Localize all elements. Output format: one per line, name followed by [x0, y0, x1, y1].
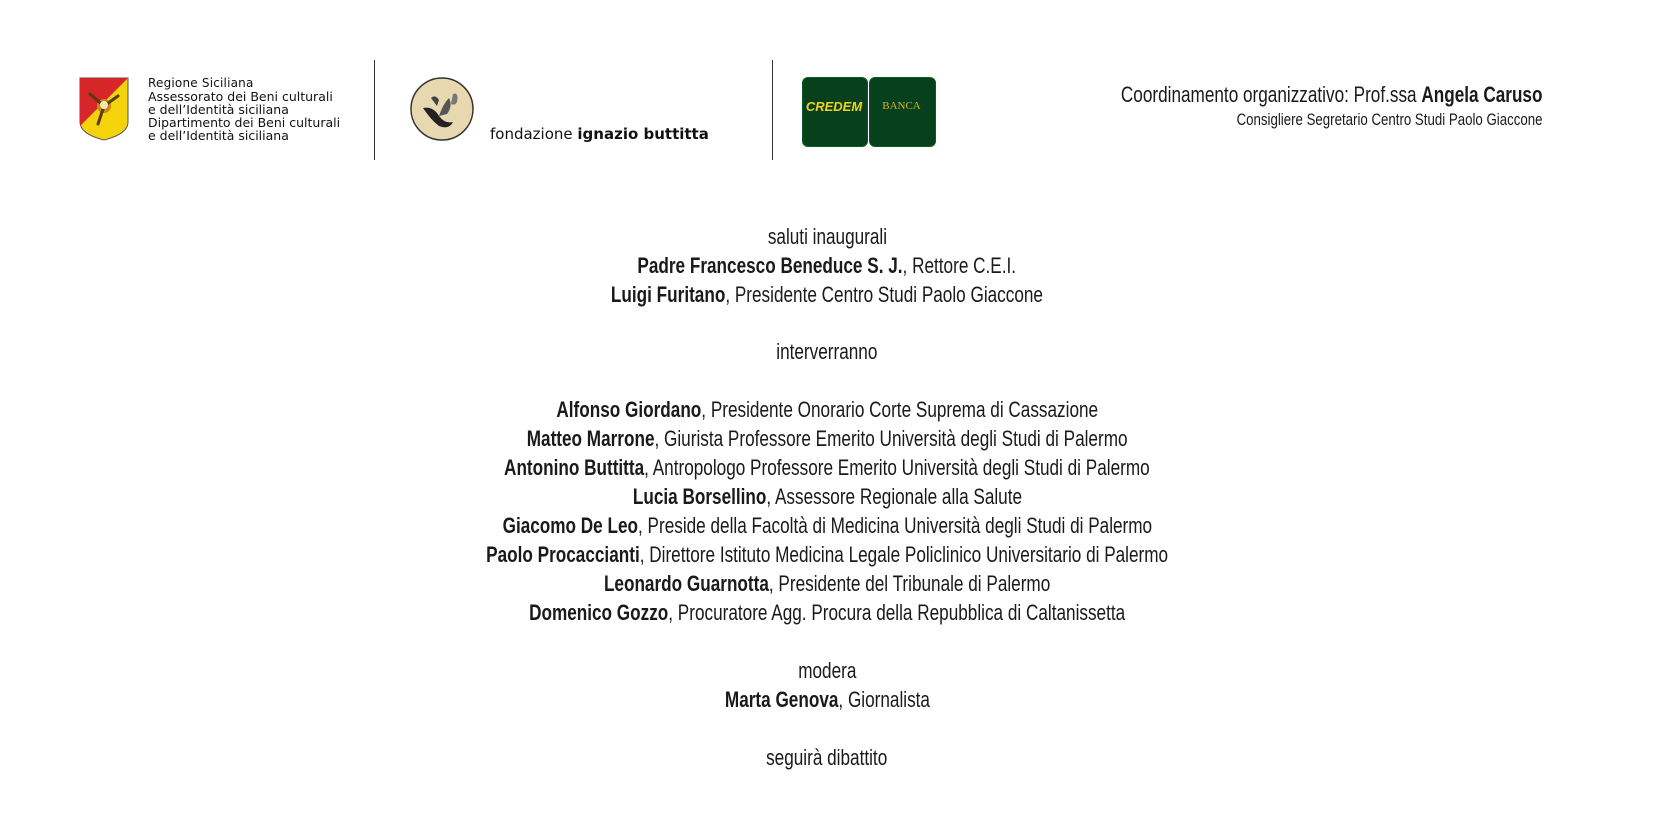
person-name: Padre Francesco Beneduce S. J. [637, 253, 903, 278]
person-role: , Presidente Centro Studi Paolo Giaccone [725, 282, 1044, 307]
person-name: Leonardo Guarnotta [603, 571, 769, 596]
coordination-block [1002, 82, 1542, 130]
person-name: Luigi Furitano [610, 282, 726, 307]
person-role: , Rettore C.E.I. [902, 253, 1017, 278]
person-role: , Giornalista [837, 687, 930, 712]
person-role: , Presidente Onorario Corte Suprema di Cassazione [701, 397, 1098, 422]
banca-label: BANCA [882, 100, 921, 112]
person-name: Lucia Borsellino [632, 484, 766, 509]
region-line-0: Regione Siciliana [148, 76, 254, 90]
speaker-entry [632, 482, 1021, 511]
person-name: Alfonso Giordano [556, 397, 702, 422]
credem-banca-logo [802, 77, 934, 145]
fondazione-buttitta-name [490, 125, 709, 143]
person-role: , Assessore Regionale alla Salute [765, 484, 1022, 509]
moderator-entry [724, 685, 929, 714]
person-role: , Giurista Professore Emerito Università degli Studi di Palermo [654, 426, 1128, 451]
foundation-name-bold: ignazio buttitta [577, 125, 709, 143]
person-role: , Presidente del Tribunale di Palermo [768, 571, 1051, 596]
region-line-1: Assessorato dei Beni culturali [148, 89, 333, 104]
moderator-heading: modera [797, 658, 857, 683]
speaker-entry [486, 540, 1168, 569]
region-line-3: Dipartimento dei Beni culturali [148, 115, 341, 130]
speaker-entry [502, 511, 1152, 540]
person-name: Paolo Procaccianti [486, 542, 640, 567]
regione-siciliana-coat-of-arms-icon [78, 76, 130, 142]
greeting-entry [638, 251, 1017, 280]
banca-box [869, 77, 936, 147]
coordination-line [1120, 82, 1542, 108]
person-role: , Procuratore Agg. Procura della Repubblica di Caltanissetta [668, 600, 1126, 625]
region-line-2: e dell’Identità siciliana [148, 102, 289, 117]
speaker-entry [604, 569, 1050, 598]
person-name: Giacomo De Leo [502, 513, 638, 538]
coordinator-subtitle: Consigliere Segretario Centro Studi Paolo Giaccone [1236, 110, 1542, 129]
person-role: , Direttore Istituto Medicina Legale Policlinico Universitario di Palermo [639, 542, 1168, 567]
closing-note: seguirà dibattito [766, 745, 888, 770]
person-name: Matteo Marrone [526, 426, 655, 451]
speaker-entry [527, 424, 1128, 453]
header [0, 0, 1654, 170]
person-role: , Preside della Facoltà di Medicina Università degli Studi di Palermo [637, 513, 1152, 538]
greeting-entry [611, 280, 1043, 309]
speaker-entry [504, 453, 1150, 482]
fondazione-buttitta-emblem-icon [409, 76, 475, 142]
person-name: Antonino Buttitta [504, 455, 645, 480]
program [0, 222, 1654, 772]
person-name: Marta Genova [724, 687, 838, 712]
regione-siciliana-text [148, 77, 340, 142]
credem-label: CREDEM [805, 99, 863, 114]
foundation-name-light: fondazione [490, 125, 578, 143]
speaker-entry [556, 395, 1098, 424]
person-role: , Antropologo Professore Emerito Università degli Studi di Palermo [644, 455, 1150, 480]
speakers-heading: interverranno [776, 339, 878, 364]
speaker-entry [529, 598, 1125, 627]
divider [374, 60, 375, 160]
greetings-heading: saluti inaugurali [767, 224, 887, 249]
coordination-prefix: Coordinamento organizzativo: Prof.ssa [1120, 82, 1421, 107]
person-name: Domenico Gozzo [528, 600, 669, 625]
coordinator-name: Angela Caruso [1420, 82, 1542, 107]
region-line-4: e dell’Identità siciliana [148, 128, 289, 143]
divider [772, 60, 773, 160]
